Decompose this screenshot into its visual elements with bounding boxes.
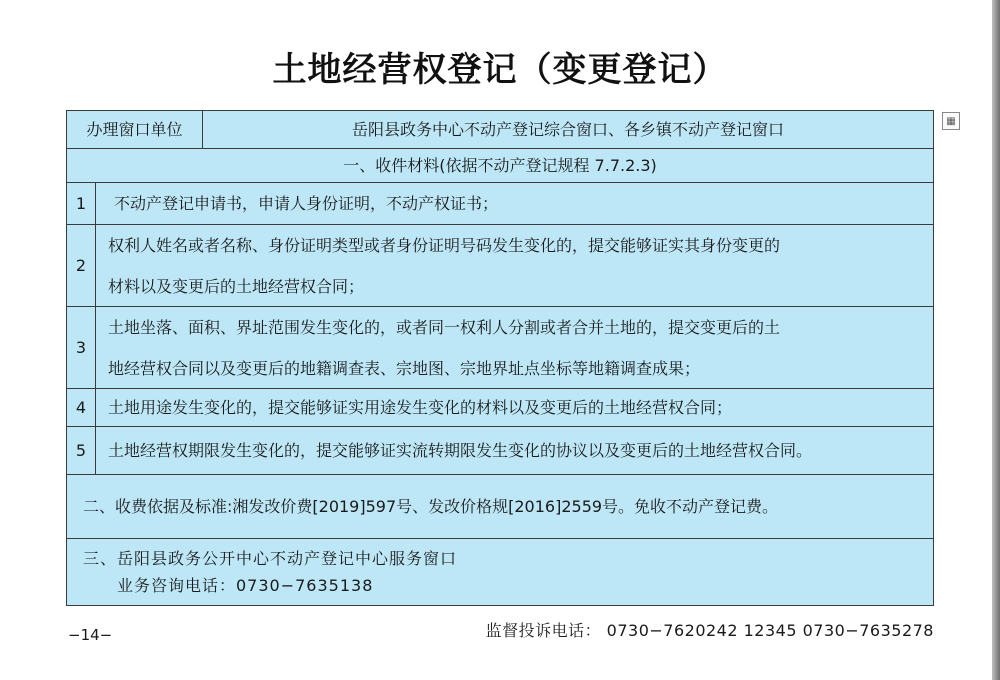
page-title: 土地经营权登记（变更登记） [272, 50, 728, 90]
item-text: 土地用途发生变化的，提交能够证实用途发生变化的材料以及变更后的土地经营权合同； [108, 397, 733, 417]
office-value: 岳阳县政务中心不动产登记综合窗口、各乡镇不动产登记窗口 [351, 119, 784, 139]
item-number: 2 [67, 225, 96, 306]
item-text-line-2: 材料以及变更后的土地经营权合同； [108, 276, 365, 296]
service-row [67, 539, 933, 605]
item-text: 土地经营权期限发生变化的，提交能够证实流转期限发生变化的协议以及变更后的土地经营权合同。 [108, 440, 813, 460]
item-text: 不动产登记申请书，申请人身份证明，不动产权证书； [114, 193, 499, 213]
registration-table [66, 110, 934, 606]
complaint-hotline: 监督投诉电话： 0730−7620242 12345 0730−7635278 [485, 621, 934, 640]
materials-heading: 一、收件材料(依据不动产登记规程 7.7.2.3) [343, 155, 657, 175]
item-number: 5 [67, 427, 96, 474]
materials-heading-row [67, 149, 933, 183]
office-row [67, 111, 933, 149]
material-item-2 [67, 225, 933, 307]
service-window-text: 三、岳阳县政务公开中心不动产登记中心服务窗口 [83, 549, 458, 568]
fees-row [67, 475, 933, 539]
page-number: −14− [68, 626, 113, 644]
office-label: 办理窗口单位 [67, 111, 203, 148]
material-item-3 [67, 307, 933, 389]
service-phone: 业务咨询电话：0730−7635138 [117, 576, 374, 595]
material-item-5 [67, 427, 933, 475]
material-item-1 [67, 183, 933, 225]
item-number: 3 [67, 307, 96, 388]
item-text-line-1: 权利人姓名或者名称、身份证明类型或者身份证明号码发生变化的，提交能够证实其身份变更的 [108, 235, 781, 255]
fees-text: 二、收费依据及标准:湘发改价费[2019]597号、发改价格规[2016]2559号。免收不动产登记费。 [83, 496, 779, 516]
item-text-line-1: 土地坐落、面积、界址范围发生变化的，或者同一权利人分割或者合并土地的，提交变更后的土 [108, 317, 781, 337]
item-text-line-2: 地经营权合同以及变更后的地籍调查表、宗地图、宗地界址点坐标等地籍调查成果； [108, 358, 701, 378]
page-edge-shadow [992, 0, 1000, 680]
material-item-4 [67, 389, 933, 427]
qr-scan-icon[interactable]: ▦ [942, 112, 960, 130]
item-number: 1 [67, 183, 96, 224]
item-number: 4 [67, 389, 96, 426]
